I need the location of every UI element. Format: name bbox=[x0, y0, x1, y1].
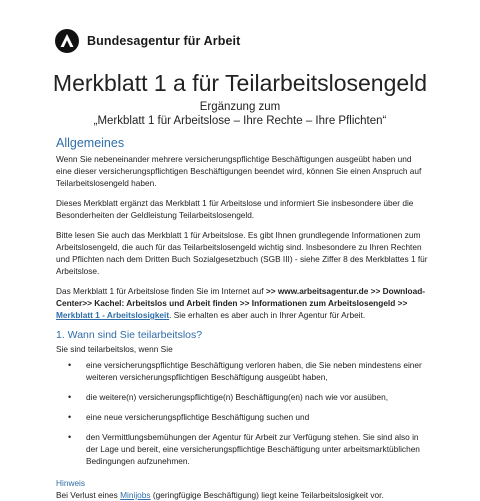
document-body bbox=[56, 136, 428, 501]
criteria-list bbox=[56, 359, 428, 467]
list-item bbox=[56, 411, 428, 423]
subsection-heading: 1. Wann sind Sie teilarbeitslos? bbox=[56, 329, 203, 341]
minijobs-link[interactable]: Minijobs bbox=[120, 490, 151, 500]
list-item-text: eine versicherungspflichtige Beschäftigung verloren haben, die Sie neben mindestens einer weiteren versicherungspflichtigen Beschäftigung ausgeübt haben, bbox=[86, 360, 422, 382]
list-item bbox=[56, 431, 428, 467]
list-item bbox=[56, 359, 428, 383]
ba-logo-icon bbox=[55, 29, 79, 53]
brand-name: Bundesagentur für Arbeit bbox=[87, 34, 241, 48]
download-path: >> www.arbeitsagentur.de >> Download-Center>> Kachel: Arbeitslos und Arbeit finden >> Informationen zum Arbeitslosengeld >> bbox=[56, 286, 426, 308]
bullet-icon: • bbox=[68, 392, 72, 402]
title-block bbox=[0, 68, 480, 129]
hint-label: Hinweis bbox=[56, 478, 86, 488]
list-item-text: den Vermittlungsbemühungen der Agentur für Arbeit zur Verfügung stehen. Sie sind also in der Lage und bereit, eine versicherungspflichtige Beschäftigung unter arbeitsmarktüblichen Bedingungen aufzunehmen. bbox=[86, 432, 420, 466]
hint-text-start: Bei Verlust eines bbox=[56, 490, 121, 500]
list-item-text: eine neue versicherungspflichtige Beschäftigung suchen und bbox=[86, 412, 310, 422]
paragraph-1: Wenn Sie nebeneinander mehrere versicherungspflichtige Beschäftigungen ausgeübt haben und eine dieser versicherungspflichtigen Beschäftigungen beendet wird, können Sie einen Anspruch auf Teilarbeitslosengeld haben. bbox=[56, 154, 422, 188]
document-title: Merkblatt 1 a für Teilarbeitslosengeld bbox=[52, 70, 428, 96]
bullet-icon: • bbox=[68, 360, 72, 370]
subtitle-line-1: Ergänzung zum bbox=[199, 101, 281, 113]
hint-text-end: (geringfügige Beschäftigung) liegt keine Teilarbeitslosigkeit vor. bbox=[150, 490, 384, 500]
section-heading: Allgemeines bbox=[56, 136, 125, 150]
bullet-icon: • bbox=[68, 432, 72, 442]
list-item-text: die weitere(n) versicherungspflichtige(n) Beschäftigung(en) nach wie vor ausüben, bbox=[86, 392, 389, 402]
list-item bbox=[56, 391, 428, 403]
hint-text bbox=[56, 489, 428, 501]
bullet-icon: • bbox=[68, 412, 72, 422]
paragraph-4-end: . Sie erhalten es aber auch in Ihrer Agentur für Arbeit. bbox=[169, 310, 366, 320]
paragraph-3: Bitte lesen Sie auch das Merkblatt 1 für Arbeitslose. Es gibt Ihnen grundlegende Informationen zum Arbeitslosengeld, die auch für das Teilarbeitslosengeld wichtig sind. Insbesondere zu Ihren Rechten und Pflichten nach dem Dritten Buch Sozialgesetzbuch (SGB III) - siehe Ziffer 8 des Merkblattes 1 für Arbeitslose. bbox=[56, 230, 428, 276]
subtitle-line-2: „Merkblatt 1 für Arbeitslose – Ihre Rechte – Ihre Pflichten“ bbox=[93, 115, 387, 127]
subsection-intro: Sie sind teilarbeitslos, wenn Sie bbox=[56, 344, 173, 354]
paragraph-4-text: Das Merkblatt 1 für Arbeitslose finden Sie im Internet auf bbox=[56, 286, 266, 296]
paragraph-4 bbox=[56, 285, 428, 321]
paragraph-2: Dieses Merkblatt ergänzt das Merkblatt 1 für Arbeitslose und informiert Sie insbesondere über die Besonderheiten der Geldleistung Teilarbeitslosengeld. bbox=[56, 198, 414, 220]
header bbox=[55, 29, 240, 53]
merkblatt-link[interactable]: Merkblatt 1 - Arbeitslosigkeit bbox=[56, 310, 170, 320]
